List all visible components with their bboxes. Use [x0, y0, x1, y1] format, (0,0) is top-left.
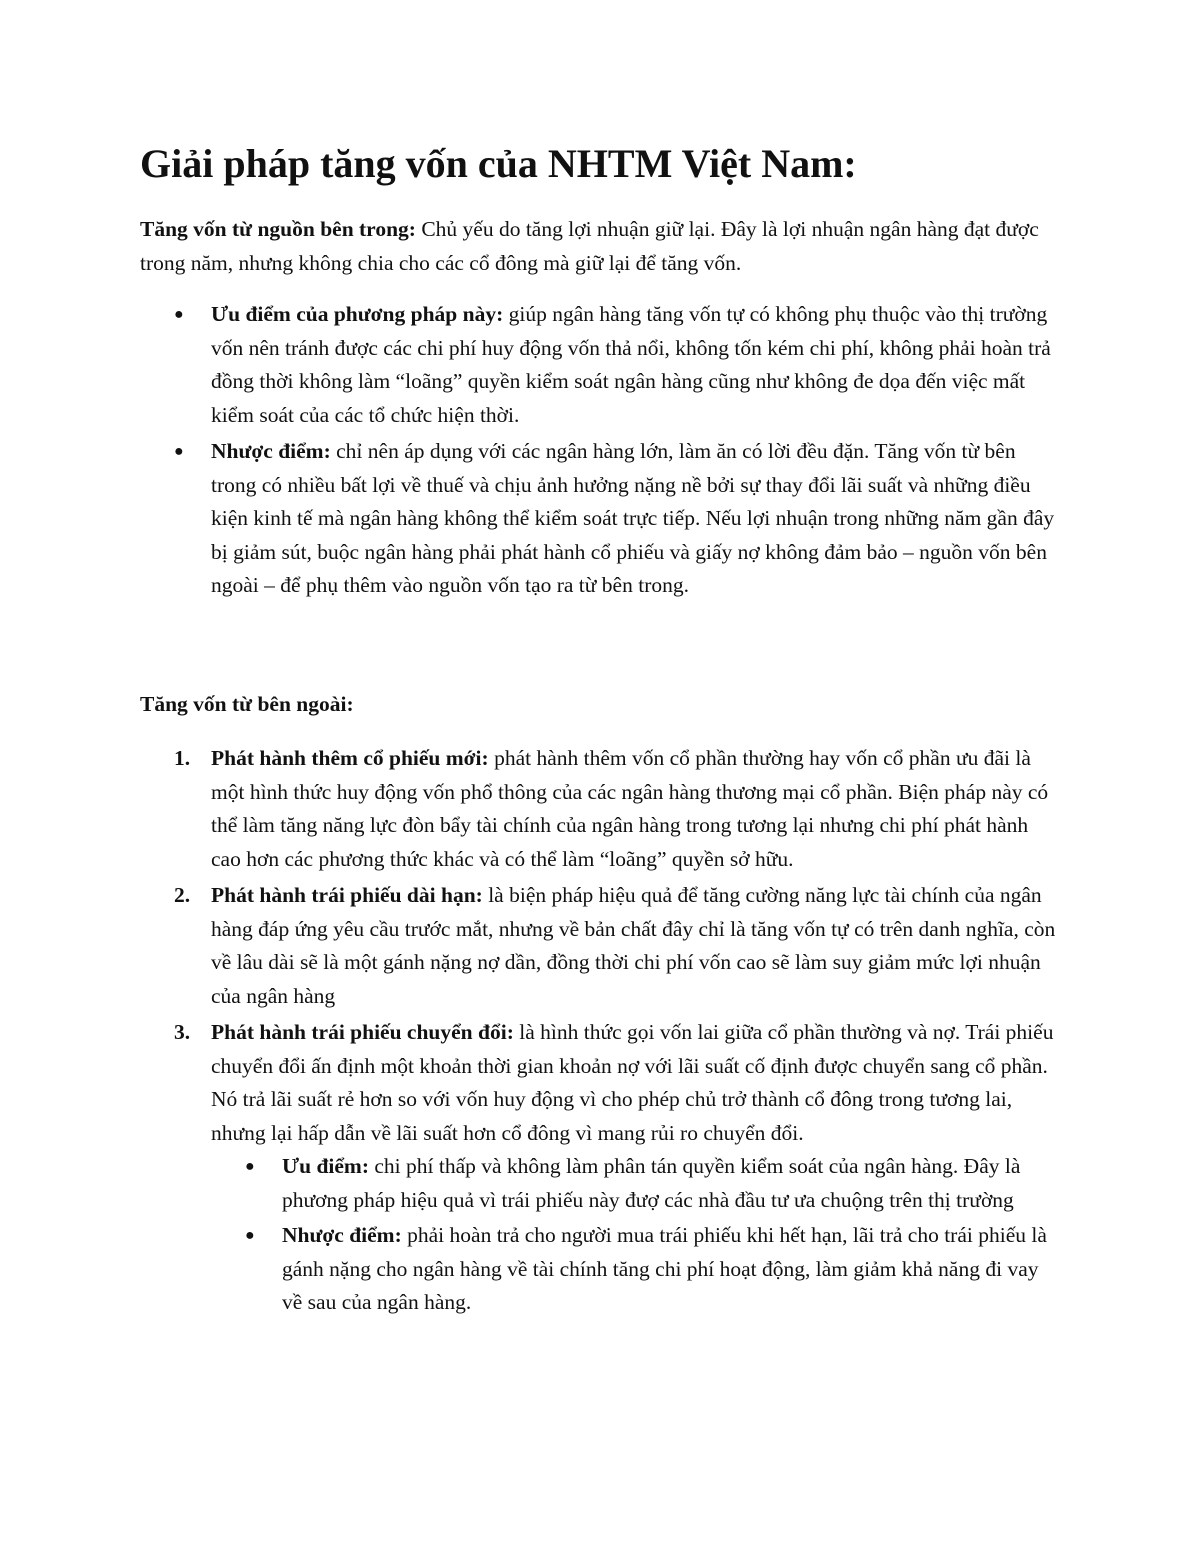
item-number: 3. — [174, 1020, 191, 1044]
bullet-icon: ● — [174, 306, 184, 323]
list-item-advantages — [0, 298, 1061, 432]
list-item-convertible-bonds — [0, 1016, 1061, 1320]
item-label: Phát hành thêm cổ phiếu mới: — [211, 746, 489, 770]
convertible-sub-list — [211, 1150, 1061, 1320]
item-text: phải hoàn trả cho người mua trái phiếu khi hết hạn, lãi trả cho trái phiếu là gánh nặng cho ngân hàng về tài chính tăng chi phí hoạt động, làm giảm khả năng đi vay về sau của ngân hàng. — [282, 1223, 1047, 1314]
sub-item-advantages — [211, 1150, 1062, 1217]
list-item-disadvantages — [0, 435, 1061, 603]
item-label: Nhược điểm: — [282, 1223, 402, 1247]
external-heading-paragraph — [140, 688, 1060, 722]
page-title: Giải pháp tăng vốn của NHTM Việt Nam: — [140, 141, 857, 186]
item-label: Ưu điểm: — [282, 1154, 369, 1178]
item-text: là biện pháp hiệu quả để tăng cường năng lực tài chính của ngân hàng đáp ứng yêu cầu trước mắt, nhưng về bản chất đây chỉ là tăng vốn tự có trên danh nghĩa, còn về lâu dài sẽ là một gánh nặng nợ dần, đồng thời chi phí vốn cao sẽ làm suy giảm mức lợi nhuận của ngân hàng — [211, 883, 1056, 1008]
item-text: giúp ngân hàng tăng vốn tự có không phụ thuộc vào thị trường vốn nên tránh được các chi phí huy động vốn thả nổi, không tốn kém chi phí, không phải hoàn trả đồng thời không làm “loãng” quyền kiểm soát ngân hàng cũng như không đe dọa đến việc mất kiểm soát của các tổ chức hiện thời. — [211, 302, 1051, 427]
sub-item-disadvantages — [211, 1219, 1062, 1320]
internal-paragraph — [140, 213, 1060, 280]
internal-bullet-list — [0, 298, 1061, 606]
item-text: chỉ nên áp dụng với các ngân hàng lớn, làm ăn có lời đều đặn. Tăng vốn từ bên trong có nhiều bất lợi về thuế và chịu ảnh hưởng nặng nề bởi sự thay đổi lãi suất và những điều kiện kinh tế mà ngân hàng không thể kiểm soát trực tiếp. Nếu lợi nhuận trong những năm gần đây bị giảm sút, buộc ngân hàng phải phát hành cổ phiếu và giấy nợ không đảm bảo – nguồn vốn bên ngoài – để phụ thêm vào nguồn vốn tạo ra từ bên trong. — [211, 439, 1055, 597]
item-number: 2. — [174, 883, 191, 907]
bullet-icon: ● — [245, 1158, 255, 1175]
list-item-new-shares — [0, 742, 1061, 876]
item-text: phát hành thêm vốn cổ phần thường hay vốn cổ phần ưu đãi là một hình thức huy động vốn phổ thông của các ngân hàng thương mại cổ phần. Biện pháp này có thể làm tăng năng lực đòn bẩy tài chính của ngân hàng trong tương lại nhưng chi phí phát hành cao hơn các phương thức khác và có thể làm “loãng” quyền sở hữu. — [211, 746, 1049, 871]
item-text: là hình thức gọi vốn lai giữa cổ phần thường và nợ. Trái phiếu chuyển đổi ấn định một khoản thời gian khoản nợ với lãi suất cố định được chuyển sang cổ phần. Nó trả lãi suất rẻ hơn so với vốn huy động vì cho phép chủ trở thành cổ đông trong tương lai, nhưng lại hấp dẫn về lãi suất hơn cổ đông vì mang rủi ro chuyển đổi. — [211, 1020, 1054, 1145]
internal-heading: Tăng vốn từ nguồn bên trong: — [140, 217, 416, 241]
item-number: 1. — [174, 746, 191, 770]
external-heading: Tăng vốn từ bên ngoài: — [140, 692, 354, 716]
item-label: Ưu điểm của phương pháp này: — [211, 302, 504, 326]
list-item-long-term-bonds — [0, 879, 1061, 1013]
item-label: Phát hành trái phiếu dài hạn: — [211, 883, 483, 907]
bullet-icon: ● — [245, 1227, 255, 1244]
item-label: Nhược điểm: — [211, 439, 331, 463]
external-numbered-list — [0, 742, 1061, 1323]
bullet-icon: ● — [174, 443, 184, 460]
internal-text: Chủ yếu do tăng lợi nhuận giữ lại. Đây là lợi nhuận ngân hàng đạt được trong năm, nhưng không chia cho các cổ đông mà giữ lại để tăng vốn. — [140, 217, 1039, 275]
item-label: Phát hành trái phiếu chuyển đổi: — [211, 1020, 514, 1044]
item-text: chi phí thấp và không làm phân tán quyền kiểm soát của ngân hàng. Đây là phương pháp hiệu quả vì trái phiếu này đượ các nhà đầu tư ưa chuộng trên thị trường — [282, 1154, 1021, 1212]
